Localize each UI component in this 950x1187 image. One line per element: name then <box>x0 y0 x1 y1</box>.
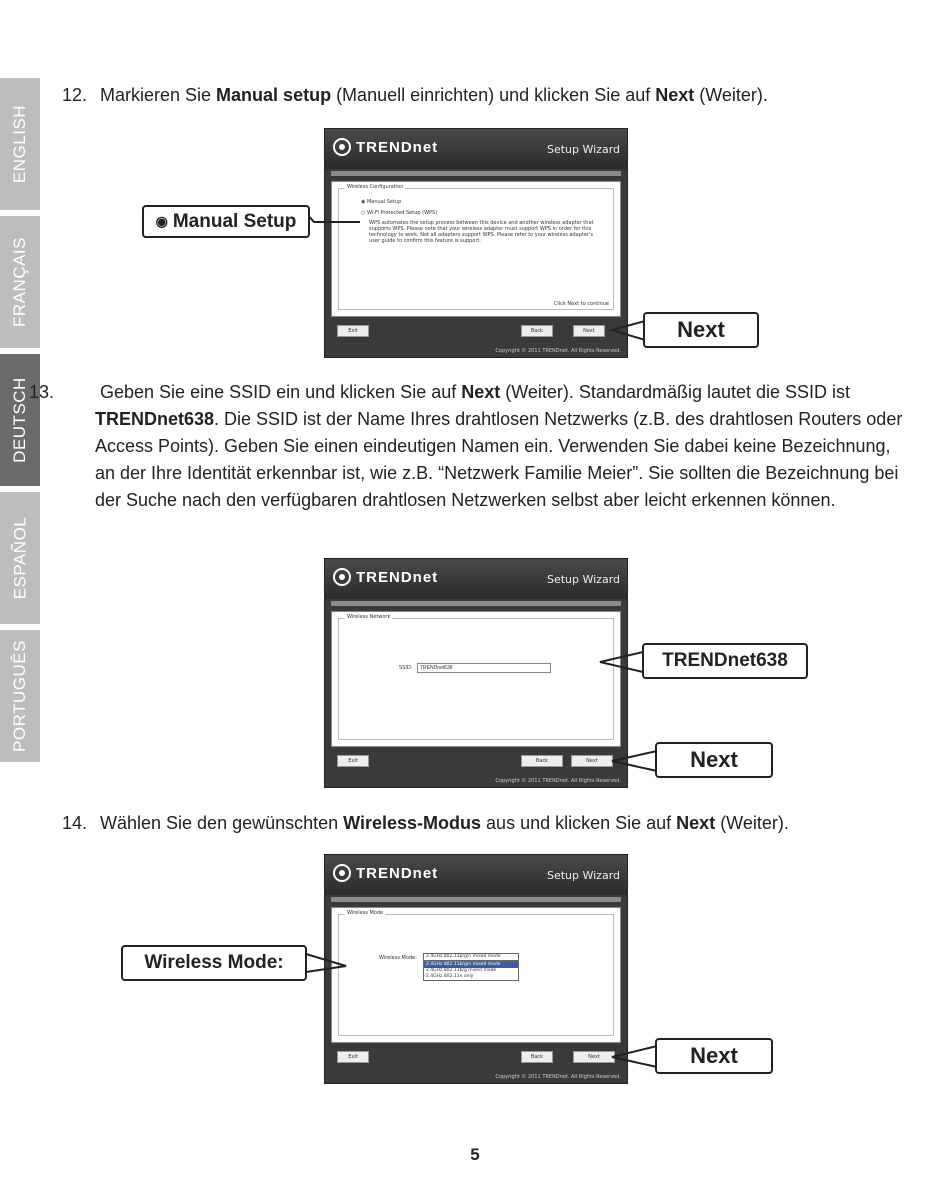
page-number: 5 <box>470 1145 480 1164</box>
step-bold: Manual setup <box>216 85 332 105</box>
line-next-2 <box>612 751 657 771</box>
radio-label: Manual Setup <box>366 199 402 205</box>
line-ssid <box>600 652 643 672</box>
radio-selected-icon: ◉ <box>155 213 168 229</box>
callout-next-2 <box>655 742 773 778</box>
next-button[interactable]: Next <box>573 325 605 337</box>
callout-text: Next <box>690 1043 738 1068</box>
step-text: . Die SSID ist der Name Ihres drahtlosen Netzwerks (z.B. des drahtlosen Routers oder Access Points). Geben Sie einen eindeutigen Namen ein. Verwenden Sie dabei keine Bezeichnung, an der Ihre Identität erkennbar ist, wie z.B. “Netzwerk Familie Meier”. Sie sollten die Bezeichnung bei der Suche nach den verfügbaren drahtlosen Netzwerken selbst aber leicht erkennen können. <box>95 409 903 510</box>
line-mode <box>306 954 346 972</box>
back-button[interactable]: Back <box>521 1051 553 1063</box>
wireless-mode-label: Wireless Mode: <box>379 955 417 961</box>
wizard-title: Setup Wizard <box>546 143 620 156</box>
tab-english-label: ENGLISH <box>10 104 30 184</box>
radio-manual-setup[interactable]: ◉ Manual Setup <box>361 199 402 205</box>
copyright-text: Copyright © 2011 TRENDnet. All Rights Reserved. <box>495 348 621 354</box>
ssid-label: SSID: <box>399 665 413 671</box>
exit-button[interactable]: Exit <box>337 1051 369 1063</box>
select-value: 2.4GHz 802.11b/g/n mixed mode <box>426 954 501 959</box>
exit-button[interactable]: Exit <box>337 325 369 337</box>
step-number: 12. <box>62 85 88 105</box>
callout-text: Next <box>690 747 738 772</box>
next-button[interactable]: Next <box>571 755 613 767</box>
step-number: 13. <box>29 382 55 402</box>
wps-description: WPS automates the setup process between this device and another wireless adapter that supports WPS. Please note that your wireless adapter must support WPS in order for this technology to work. Not all adapters support WPS. Please refer to your wireless adapter's user guide to confirm this feature is support. <box>369 220 594 244</box>
callout-next-3 <box>655 1038 773 1074</box>
step-text: (Weiter). Standardmäßig lautet die SSID ist <box>500 382 851 402</box>
radio-label: Wi-Fi Protected Setup (WPS) <box>366 210 438 216</box>
copyright-text: Copyright © 2011 TRENDnet. All Rights Reserved. <box>495 1074 621 1080</box>
line-manual <box>306 213 360 222</box>
callout-text: Manual Setup <box>172 210 297 232</box>
step-bold: TRENDnet638 <box>95 409 215 429</box>
tab-portugues-label: PORTUGUÊS <box>10 640 29 752</box>
group-label: Wireless Configuration <box>347 184 404 190</box>
group-label: Wireless Mode <box>347 910 384 916</box>
step-bold: Next <box>655 85 695 105</box>
step-text: (Manuell einrichten) und klicken Sie auf <box>331 85 656 105</box>
brand-text: TRENDnet <box>356 864 439 882</box>
back-button[interactable]: Back <box>521 325 553 337</box>
group-label: Wireless Network <box>347 614 391 620</box>
step-text: Wählen Sie den gewünschten <box>95 813 344 833</box>
tab-deutsch-label: DEUTSCH <box>10 377 30 463</box>
brand-text: TRENDnet <box>356 138 439 156</box>
back-button[interactable]: Back <box>521 755 563 767</box>
step-bold: Wireless-Modus <box>343 813 482 833</box>
step-text: aus und klicken Sie auf <box>481 813 677 833</box>
option-n-only[interactable]: 2.4GHz 802.11n only <box>426 974 474 979</box>
tab-espanol-label: ESPAÑOL <box>10 516 29 600</box>
next-button[interactable]: Next <box>573 1051 615 1063</box>
step-bold: Next <box>461 382 501 402</box>
step-bold: Next <box>676 813 716 833</box>
callout-ssid <box>642 643 808 679</box>
callout-wireless-mode <box>121 945 307 981</box>
callout-text: Wireless Mode: <box>144 952 284 973</box>
step-text: Markieren Sie <box>95 85 217 105</box>
step-text: (Weiter). <box>715 813 789 833</box>
continue-hint: Click Next to continue <box>553 301 609 307</box>
step-text: (Weiter). <box>694 85 768 105</box>
callout-manual-setup <box>142 205 310 238</box>
wizard-title: Setup Wizard <box>546 869 620 882</box>
exit-button[interactable]: Exit <box>337 755 369 767</box>
option-bgn[interactable]: 2.4GHz 802.11b/g/n mixed mode <box>424 962 518 968</box>
brand-text: TRENDnet <box>356 568 439 586</box>
line-next-3 <box>612 1046 657 1067</box>
ssid-input[interactable]: TRENDnet638 <box>417 663 551 673</box>
tab-francais-label: FRANÇAIS <box>10 237 29 327</box>
callout-text: Next <box>677 317 725 342</box>
step-text: Geben Sie eine SSID ein und klicken Sie auf <box>95 382 462 402</box>
copyright-text: Copyright © 2011 TRENDnet. All Rights Reserved. <box>495 778 621 784</box>
step-number: 14. <box>62 813 88 833</box>
radio-wps[interactable]: ○ Wi-Fi Protected Setup (WPS) <box>361 210 438 216</box>
callout-text: TRENDnet638 <box>662 650 788 671</box>
wizard-title: Setup Wizard <box>546 573 620 586</box>
line-next-1 <box>612 321 645 340</box>
callout-next-1 <box>643 312 759 348</box>
option-bg[interactable]: 2.4GHz 802.11b/g mixed mode <box>426 968 497 973</box>
